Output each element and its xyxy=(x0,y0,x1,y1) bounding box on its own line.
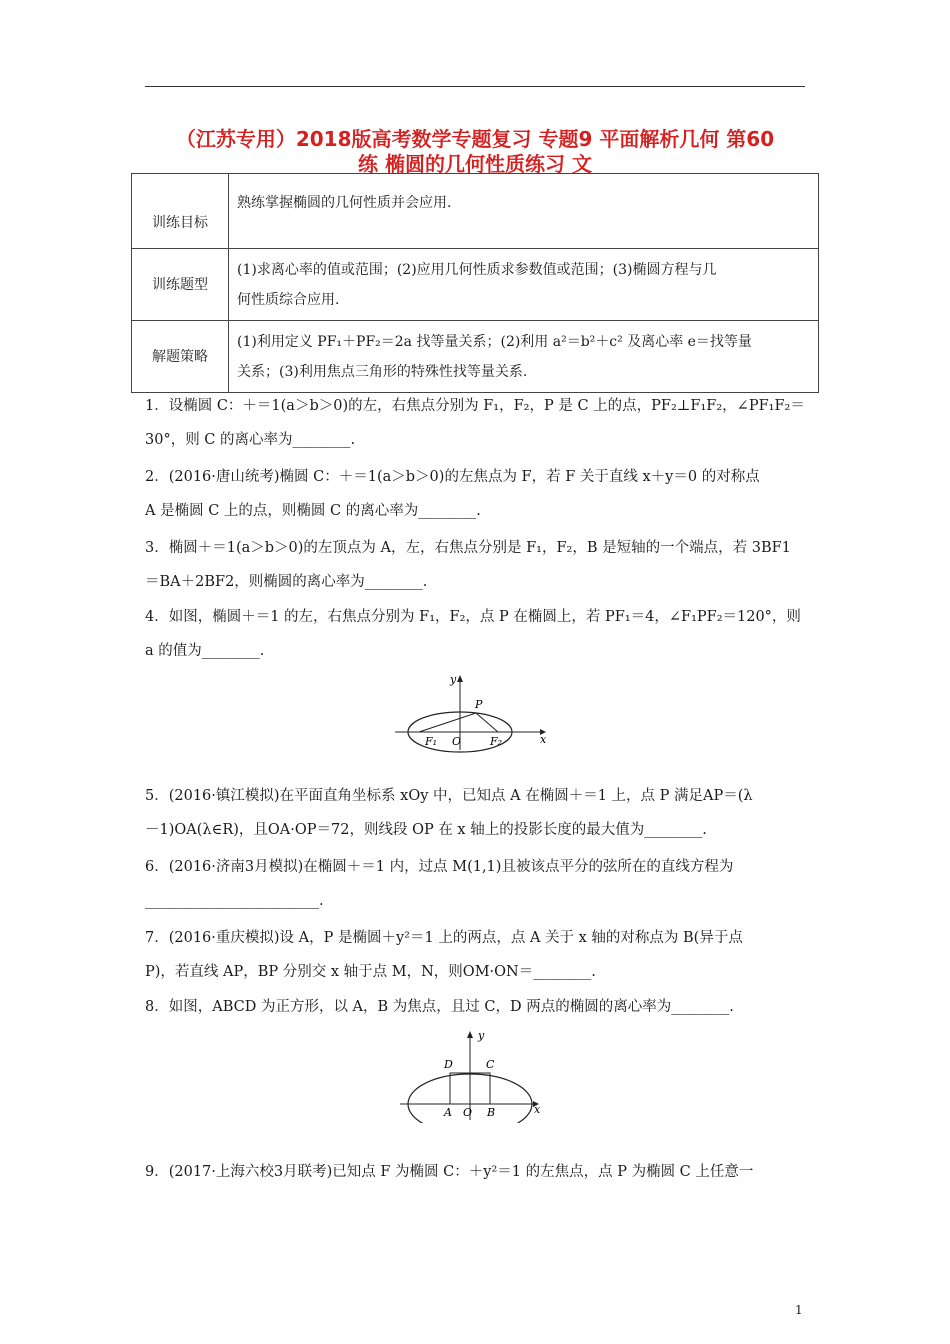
figure2-label-D: D xyxy=(444,1058,453,1071)
figure2-label-C: C xyxy=(486,1058,495,1071)
question-8 xyxy=(145,990,813,1024)
figure1-label-P: P xyxy=(475,698,483,711)
figure1-label-y: y xyxy=(450,673,457,686)
question-line: 4．如图，椭圆＋＝1 的左，右焦点分别为 F₁，F₂，点 P 在椭圆上，若 PF₁＝4，∠F₁PF₂＝120°，则 xyxy=(145,609,801,625)
meta-text: (1)求离心率的值或范围；(2)应用几何性质求参数值或范围；(3)椭圆方程与几 xyxy=(237,261,717,278)
question-line: ________________________. xyxy=(145,893,324,909)
question-line: －1)OA(λ∈R)，且OA·OP＝72，则线段 OP 在 x 轴上的投影长度的最大值为________. xyxy=(145,822,707,838)
question-4 xyxy=(145,600,813,668)
meta-text: (1)利用定义 PF₁＋PF₂＝2a 找等量关系；(2)利用 a²＝b²＋c² 及离心率 e＝找等量 xyxy=(237,333,752,350)
question-7 xyxy=(145,921,813,989)
doc-title-line2: 练 椭圆的几何性质练习 文 xyxy=(358,152,592,176)
question-2 xyxy=(145,460,813,528)
meta-label: 训练题型 xyxy=(132,249,229,321)
figure2-label-O: O xyxy=(463,1106,473,1119)
meta-row-goal xyxy=(132,174,819,249)
figure1-label-F1: F₁ xyxy=(425,735,438,748)
question-line: P)，若直线 AP，BP 分别交 x 轴于点 M，N，则OM·ON＝________. xyxy=(145,964,596,980)
question-line: 30°，则 C 的离心率为________. xyxy=(145,432,356,448)
page-number: 1 xyxy=(795,1303,803,1317)
meta-row-strategy xyxy=(132,321,819,393)
question-line: 3．椭圆＋＝1(a＞b＞0)的左顶点为 A，左，右焦点分别是 F₁，F₂，B 是短轴的一个端点，若 3BF1 xyxy=(145,540,791,556)
question-6 xyxy=(145,850,813,918)
question-3 xyxy=(145,531,813,599)
question-line: 5．(2016·镇江模拟)在平面直角坐标系 xOy 中，已知点 A 在椭圆＋＝1 上，点 P 满足AP＝(λ xyxy=(145,788,753,804)
meta-text: 关系；(3)利用焦点三角形的特殊性找等量关系. xyxy=(237,363,528,380)
question-line: 1．设椭圆 C：＋＝1(a＞b＞0)的左，右焦点分别为 F₁，F₂，P 是 C 上的点，PF₂⊥F₁F₂，∠PF₁F₂＝ xyxy=(145,398,805,414)
meta-label: 解题策略 xyxy=(132,321,229,393)
meta-text: 熟练掌握椭圆的几何性质并会应用. xyxy=(237,195,452,211)
meta-text: 何性质综合应用. xyxy=(237,291,340,308)
figure2-label-y: y xyxy=(478,1029,485,1042)
question-5 xyxy=(145,779,813,847)
question-line: a 的值为________. xyxy=(145,643,265,659)
header-rule xyxy=(145,86,805,87)
figure2-label-x: x xyxy=(534,1103,541,1116)
figure1-label-O: O xyxy=(452,735,462,748)
figure-ellipse-square xyxy=(400,1028,550,1123)
training-meta-table xyxy=(131,173,819,393)
question-9 xyxy=(145,1155,813,1189)
figure1-label-x: x xyxy=(540,733,547,746)
question-line: 7．(2016·重庆模拟)设 A，P 是椭圆＋y²＝1 上的两点，点 A 关于 x 轴的对称点为 B(异于点 xyxy=(145,930,743,946)
figure2-label-A: A xyxy=(444,1106,452,1119)
meta-row-types xyxy=(132,249,819,321)
meta-label: 训练目标 xyxy=(132,174,229,249)
question-line: 9．(2017·上海六校3月联考)已知点 F 为椭圆 C：＋y²＝1 的左焦点，点 P 为椭圆 C 上任意一 xyxy=(145,1164,754,1180)
figure-ellipse-foci xyxy=(395,670,555,755)
question-line: 2．(2016·唐山统考)椭圆 C：＋＝1(a＞b＞0)的左焦点为 F，若 F 关于直线 x＋y＝0 的对称点 xyxy=(145,469,760,485)
doc-title-line1: （江苏专用）2018版高考数学专题复习 专题9 平面解析几何 第60 xyxy=(175,127,775,151)
question-line: 6．(2016·济南3月模拟)在椭圆＋＝1 内，过点 M(1,1)且被该点平分的弦所在的直线方程为 xyxy=(145,859,734,875)
figure1-label-F2: F₂ xyxy=(490,735,503,748)
question-line: ＝BA＋2BF2，则椭圆的离心率为________. xyxy=(145,574,428,590)
question-1 xyxy=(145,389,813,457)
figure2-label-B: B xyxy=(487,1106,496,1119)
question-line: A 是椭圆 C 上的点，则椭圆 C 的离心率为________. xyxy=(145,503,481,519)
question-line: 8．如图，ABCD 为正方形，以 A，B 为焦点，且过 C，D 两点的椭圆的离心率为________. xyxy=(145,999,734,1015)
